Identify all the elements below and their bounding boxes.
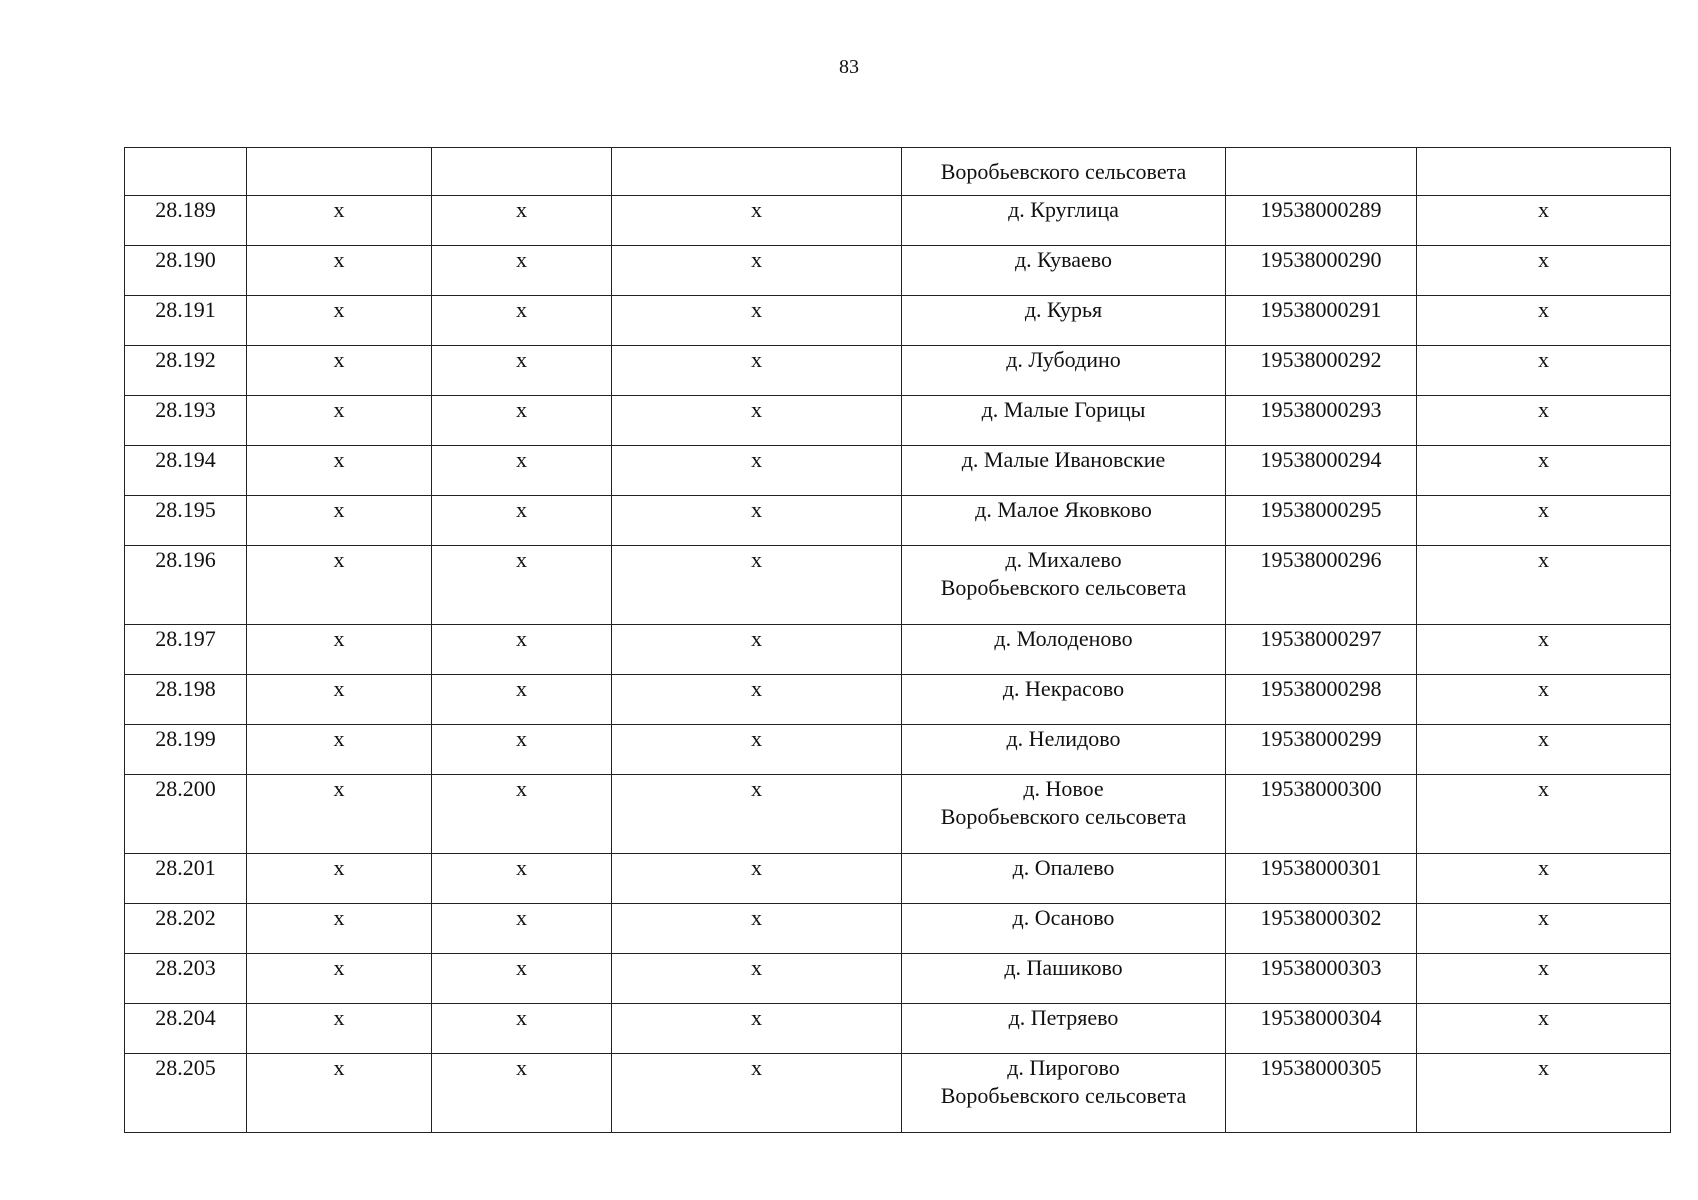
cell-oktmo-code: 19538000301: [1226, 854, 1417, 904]
cell-oktmo-code: 19538000300: [1226, 775, 1417, 854]
cell-settlement-name: [902, 546, 1226, 625]
cell-oktmo-code: 19538000298: [1226, 675, 1417, 725]
cell-mark: х: [612, 1004, 902, 1054]
cell-mark: х: [432, 1004, 612, 1054]
settlement-council-line: Воробьевского сельсовета: [940, 1083, 1187, 1108]
cell-oktmo-code: 19538000294: [1226, 446, 1417, 496]
cell-mark: х: [1417, 296, 1671, 346]
cell-mark: х: [247, 625, 432, 675]
cell-mark: х: [432, 396, 612, 446]
cell-mark: х: [432, 954, 612, 1004]
cell-number: 28.199: [125, 725, 247, 775]
settlement-council-line: Воробьевского сельсовета: [940, 804, 1187, 829]
cell-settlement-name: д. Курья: [902, 296, 1226, 346]
cell-settlement-name: д. Молоденово: [902, 625, 1226, 675]
cell-settlement-name: д. Малые Ивановские: [902, 446, 1226, 496]
cell-mark: х: [432, 196, 612, 246]
cell-number: 28.190: [125, 246, 247, 296]
table-body: [125, 148, 1671, 1133]
cell-mark: х: [612, 854, 902, 904]
table-row: [125, 446, 1671, 496]
cell-mark: х: [247, 775, 432, 854]
cell-mark: х: [247, 246, 432, 296]
table-row: [125, 675, 1671, 725]
table-row: [125, 904, 1671, 954]
settlement-name-line: д. Новое: [1023, 776, 1104, 801]
cell-mark: х: [432, 1054, 612, 1133]
cell-mark: х: [432, 725, 612, 775]
table-row: [125, 196, 1671, 246]
cell-mark: х: [247, 725, 432, 775]
cell-mark: х: [612, 546, 902, 625]
table-row: [125, 546, 1671, 625]
cell-settlement-name: д. Пашиково: [902, 954, 1226, 1004]
cell-mark: х: [432, 904, 612, 954]
table-row: [125, 496, 1671, 546]
cell-empty: [247, 148, 432, 196]
cell-mark: х: [1417, 854, 1671, 904]
cell-mark: х: [247, 675, 432, 725]
cell-mark: х: [247, 904, 432, 954]
cell-number: 28.196: [125, 546, 247, 625]
cell-mark: х: [247, 296, 432, 346]
cell-mark: х: [1417, 904, 1671, 954]
cell-mark: х: [247, 396, 432, 446]
cell-mark: х: [612, 775, 902, 854]
cell-mark: х: [247, 954, 432, 1004]
table-row: [125, 854, 1671, 904]
table-row: [125, 346, 1671, 396]
cell-mark: х: [247, 1054, 432, 1133]
cell-mark: х: [612, 954, 902, 1004]
cell-mark: х: [432, 546, 612, 625]
cell-oktmo-code: 19538000299: [1226, 725, 1417, 775]
table-row: [125, 775, 1671, 854]
cell-mark: х: [1417, 725, 1671, 775]
cell-settlement-name: д. Малое Яковково: [902, 496, 1226, 546]
cell-name-continuation: Воробьевского сельсовета: [902, 148, 1226, 196]
settlement-name-line: д. Михалево: [1005, 547, 1122, 572]
cell-empty: [1226, 148, 1417, 196]
cell-settlement-name: д. Лубодино: [902, 346, 1226, 396]
table-row: [125, 625, 1671, 675]
cell-oktmo-code: 19538000290: [1226, 246, 1417, 296]
cell-empty: [1417, 148, 1671, 196]
cell-mark: х: [612, 396, 902, 446]
cell-settlement-name: д. Осаново: [902, 904, 1226, 954]
cell-oktmo-code: 19538000297: [1226, 625, 1417, 675]
cell-number: 28.203: [125, 954, 247, 1004]
cell-mark: х: [1417, 1054, 1671, 1133]
cell-mark: х: [612, 904, 902, 954]
cell-empty: [612, 148, 902, 196]
cell-number: 28.200: [125, 775, 247, 854]
cell-number: 28.204: [125, 1004, 247, 1054]
cell-mark: х: [1417, 246, 1671, 296]
table-row: [125, 1054, 1671, 1133]
cell-settlement-name: д. Нелидово: [902, 725, 1226, 775]
settlement-name-line: д. Пирогово: [1007, 1055, 1120, 1080]
cell-oktmo-code: 19538000296: [1226, 546, 1417, 625]
cell-mark: х: [1417, 1004, 1671, 1054]
cell-mark: х: [247, 196, 432, 246]
cell-settlement-name: д. Малые Горицы: [902, 396, 1226, 446]
cell-mark: х: [612, 346, 902, 396]
cell-mark: х: [1417, 346, 1671, 396]
cell-mark: х: [612, 296, 902, 346]
cell-mark: х: [432, 675, 612, 725]
cell-number: 28.205: [125, 1054, 247, 1133]
cell-mark: х: [432, 496, 612, 546]
cell-number: 28.202: [125, 904, 247, 954]
cell-mark: х: [247, 546, 432, 625]
cell-mark: х: [1417, 446, 1671, 496]
cell-mark: х: [612, 675, 902, 725]
cell-mark: х: [432, 854, 612, 904]
cell-mark: х: [1417, 546, 1671, 625]
page-number: 83: [839, 56, 859, 78]
cell-mark: х: [432, 625, 612, 675]
cell-mark: х: [247, 496, 432, 546]
cell-mark: х: [612, 446, 902, 496]
cell-mark: х: [432, 775, 612, 854]
cell-mark: х: [247, 346, 432, 396]
cell-mark: х: [1417, 396, 1671, 446]
cell-mark: х: [1417, 775, 1671, 854]
table-row: [125, 296, 1671, 346]
cell-number: 28.192: [125, 346, 247, 396]
cell-mark: х: [1417, 675, 1671, 725]
cell-mark: х: [247, 446, 432, 496]
cell-mark: х: [1417, 496, 1671, 546]
cell-oktmo-code: 19538000295: [1226, 496, 1417, 546]
cell-mark: х: [612, 625, 902, 675]
cell-oktmo-code: 19538000305: [1226, 1054, 1417, 1133]
cell-mark: х: [432, 446, 612, 496]
cell-settlement-name: д. Куваево: [902, 246, 1226, 296]
cell-mark: х: [247, 1004, 432, 1054]
cell-oktmo-code: 19538000293: [1226, 396, 1417, 446]
cell-settlement-name: д. Петряево: [902, 1004, 1226, 1054]
cell-number: 28.193: [125, 396, 247, 446]
cell-mark: х: [1417, 196, 1671, 246]
cell-mark: х: [432, 246, 612, 296]
table-row: [125, 954, 1671, 1004]
cell-number: 28.201: [125, 854, 247, 904]
settlements-table: [124, 147, 1671, 1133]
cell-mark: х: [432, 346, 612, 396]
table-row: [125, 1004, 1671, 1054]
cell-mark: х: [612, 196, 902, 246]
cell-mark: х: [612, 496, 902, 546]
cell-mark: х: [247, 854, 432, 904]
cell-empty: [432, 148, 612, 196]
table-row: [125, 246, 1671, 296]
table-row: [125, 725, 1671, 775]
cell-mark: х: [1417, 625, 1671, 675]
cell-number: 28.189: [125, 196, 247, 246]
cell-settlement-name: д. Опалево: [902, 854, 1226, 904]
cell-mark: х: [432, 296, 612, 346]
cell-oktmo-code: 19538000303: [1226, 954, 1417, 1004]
table-row: [125, 396, 1671, 446]
cell-oktmo-code: 19538000302: [1226, 904, 1417, 954]
cell-oktmo-code: 19538000291: [1226, 296, 1417, 346]
cell-number: [125, 148, 247, 196]
cell-number: 28.198: [125, 675, 247, 725]
cell-mark: х: [612, 246, 902, 296]
continuation-row: [125, 148, 1671, 196]
cell-settlement-name: д. Круглица: [902, 196, 1226, 246]
cell-oktmo-code: 19538000292: [1226, 346, 1417, 396]
cell-mark: х: [1417, 954, 1671, 1004]
cell-settlement-name: [902, 775, 1226, 854]
settlement-council-line: Воробьевского сельсовета: [940, 575, 1187, 600]
cell-oktmo-code: 19538000304: [1226, 1004, 1417, 1054]
cell-number: 28.194: [125, 446, 247, 496]
cell-number: 28.197: [125, 625, 247, 675]
cell-mark: х: [612, 725, 902, 775]
cell-settlement-name: д. Некрасово: [902, 675, 1226, 725]
cell-number: 28.191: [125, 296, 247, 346]
cell-settlement-name: [902, 1054, 1226, 1133]
cell-mark: х: [612, 1054, 902, 1133]
cell-oktmo-code: 19538000289: [1226, 196, 1417, 246]
cell-number: 28.195: [125, 496, 247, 546]
